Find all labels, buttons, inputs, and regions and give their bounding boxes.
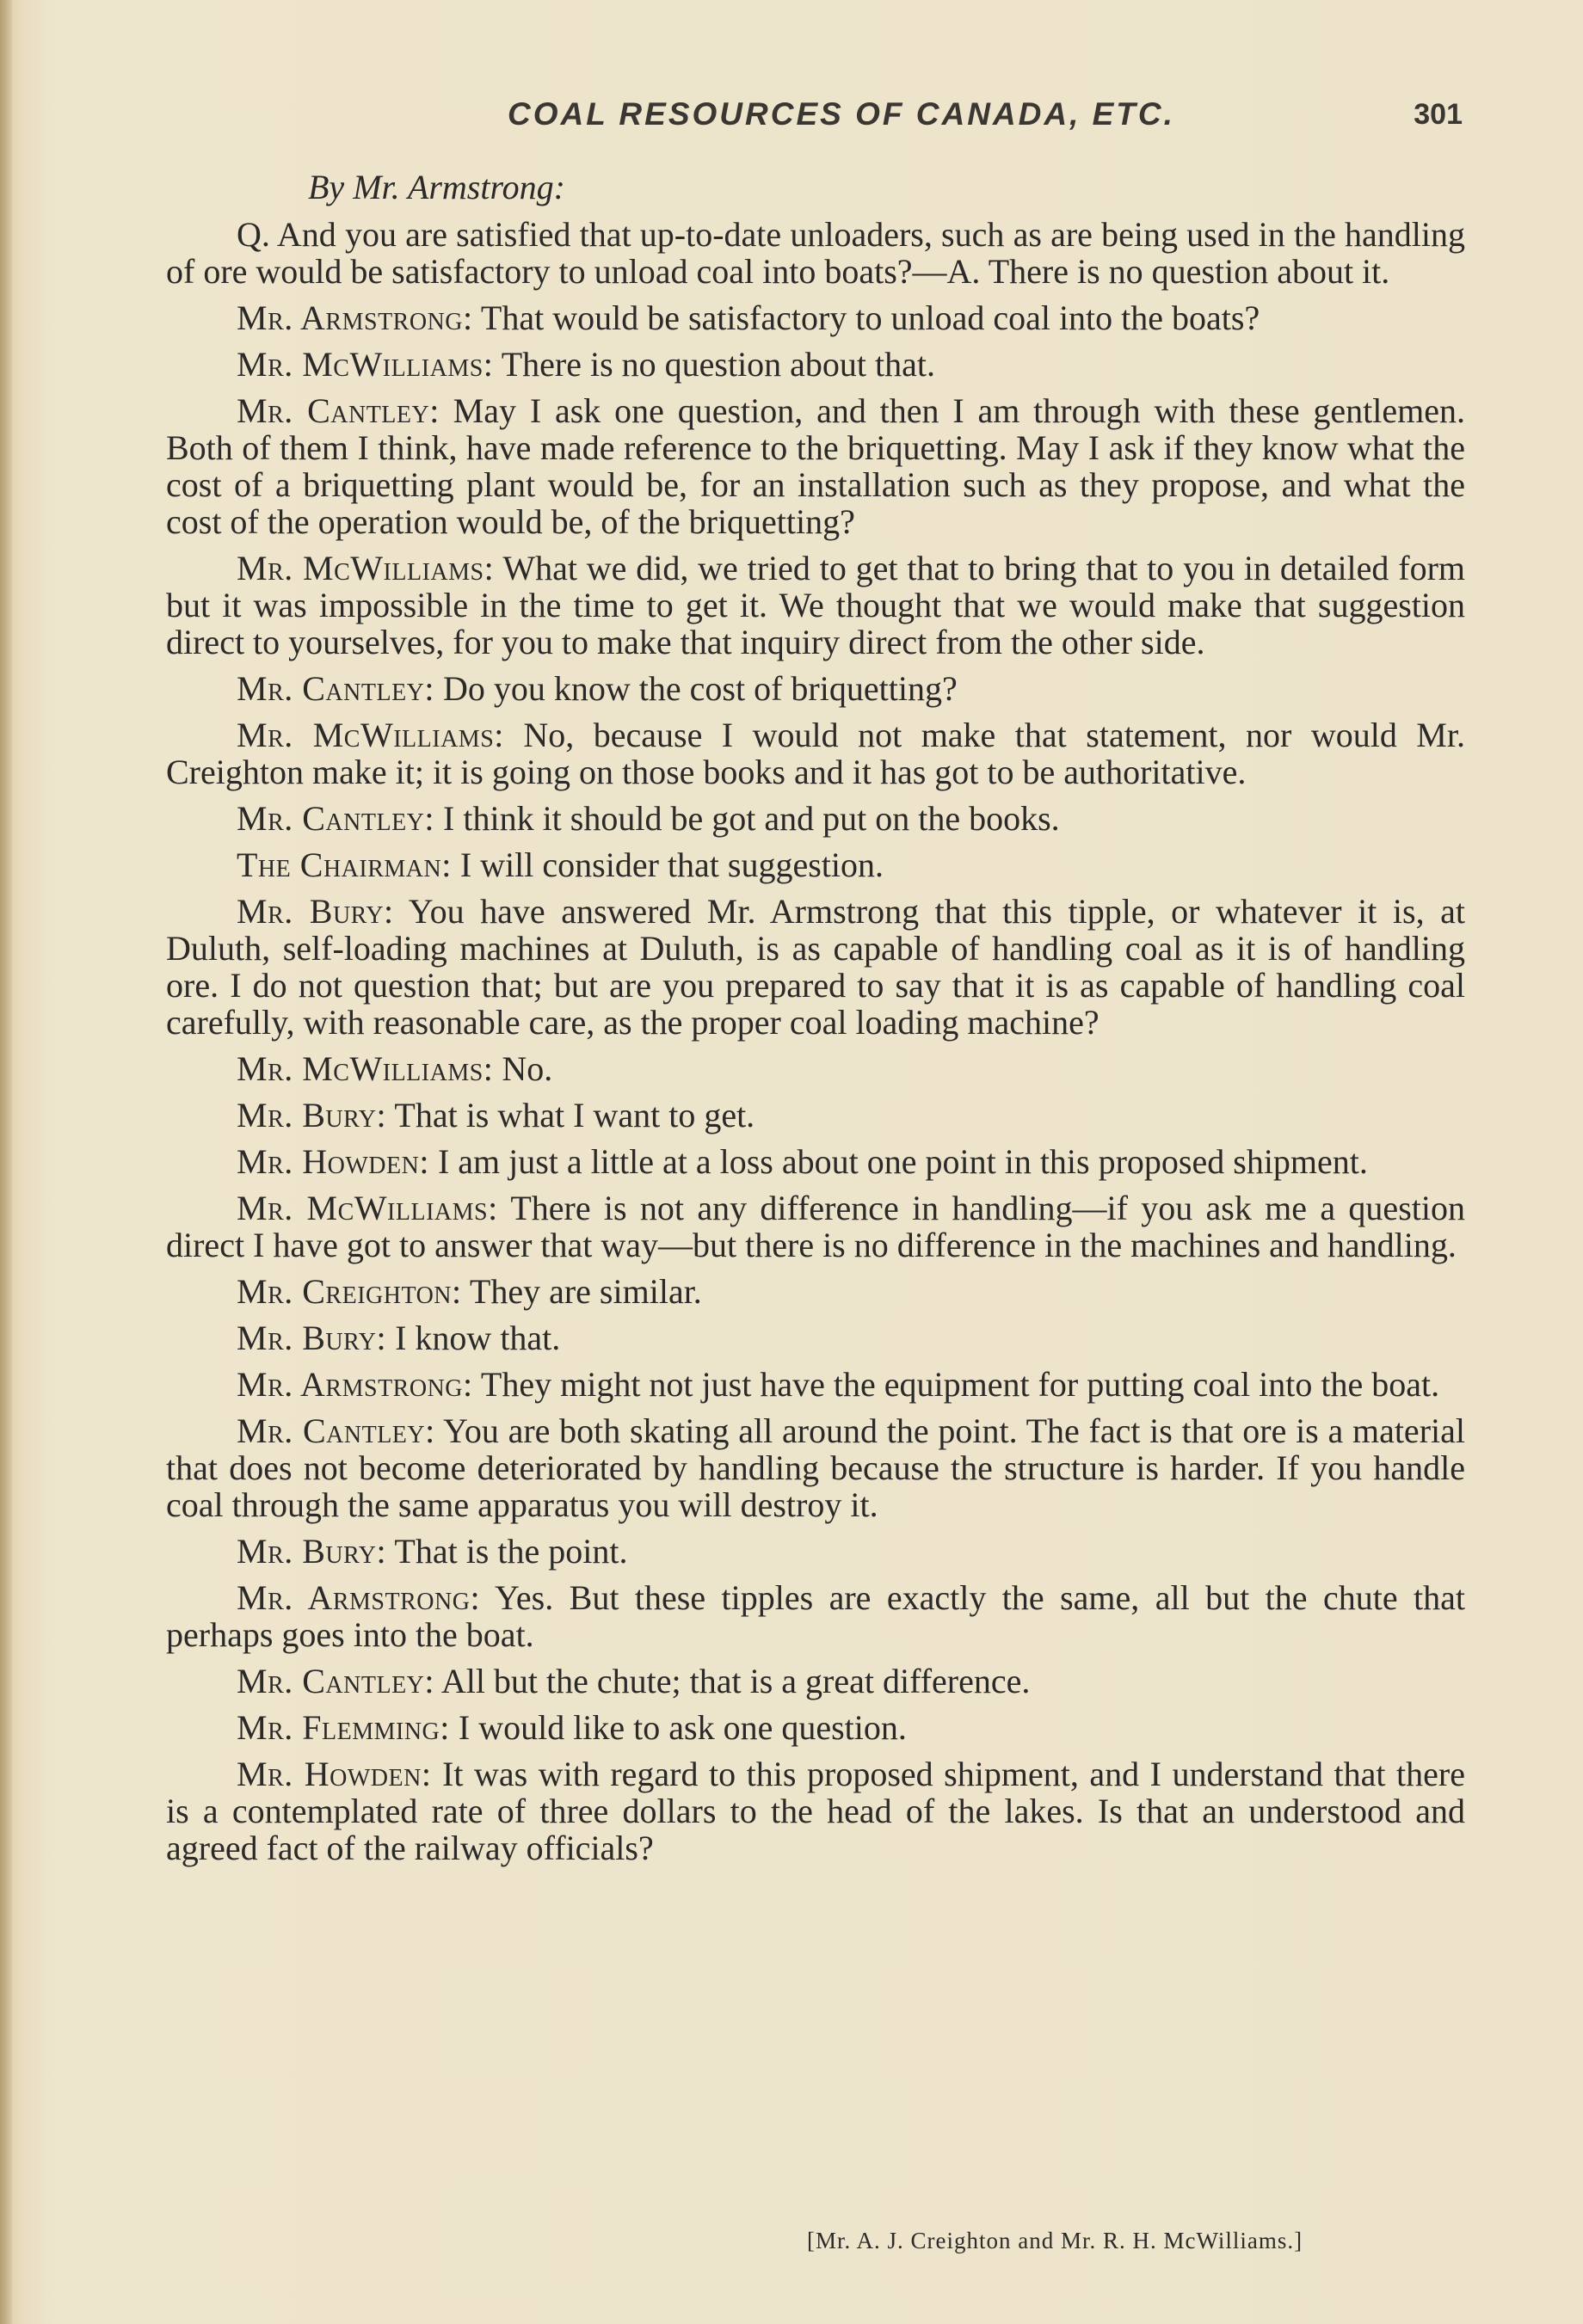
speaker-name: Mr. McWilliams: (237, 549, 495, 587)
paragraph-text: You are both skating all around the point. The fact is that ore is a material that does not become deteriorated by handling because the structure is harder. If you handle coal through the same apparatus you will destroy it. (166, 1411, 1465, 1524)
paragraph-text: I will consider that suggestion. (459, 845, 884, 884)
footer-note: [Mr. A. J. Creighton and Mr. R. H. McWilliams.] (807, 2228, 1303, 2253)
paragraph-text: I know that. (395, 1319, 561, 1357)
speaker-name: Mr. McWilliams: (237, 345, 494, 384)
speaker-name: Mr. Flemming: (237, 1708, 450, 1747)
speaker-name: The Chairman: (237, 845, 452, 884)
paragraph (166, 299, 1465, 336)
paragraph (166, 1663, 1465, 1700)
paragraph-text: That would be satisfactory to unload coal into the boats? (480, 298, 1260, 337)
speaker-name: Mr. Bury: (237, 1096, 387, 1134)
paragraph-text: I think it should be got and put on the books. (443, 799, 1060, 838)
paragraph (166, 1319, 1465, 1356)
paragraph (166, 1097, 1465, 1134)
paragraph (166, 1273, 1465, 1310)
paragraph-text: Yes. But these tipples are exactly the same, all but the chute that perhaps goes into the boat. (166, 1578, 1466, 1654)
paragraph-question (166, 216, 1465, 290)
paragraph-text: There is no question about that. (501, 345, 936, 384)
paragraph (166, 1143, 1465, 1180)
speaker-name: Mr. Cantley: (237, 669, 435, 708)
speaker-name: Mr. Armstrong: (237, 1578, 481, 1617)
speaker-name: Mr. Cantley: (237, 1662, 435, 1700)
paragraph-text: There is not any difference in handling—if you ask me a question direct I have got to answer that way—but there is no difference in the machines and handling. (166, 1189, 1465, 1264)
paragraph (166, 1366, 1465, 1403)
paragraph-text: All but the chute; that is a great difference. (440, 1662, 1031, 1700)
speaker-name: Mr. Cantley: (237, 799, 435, 838)
page-header (163, 96, 1471, 148)
paragraph (166, 1533, 1465, 1570)
paragraph-text: May I ask one question, and then I am through with these gentlemen. Both of them I think, have made reference to the briquetting. May I ask if they know what the cost of a briquetting plant would be, for an installation such as they propose, and what the cost of the operation would be, of the briquetting? (166, 391, 1466, 541)
speaker-name: Mr. McWilliams: (237, 1049, 494, 1088)
paragraph (166, 346, 1465, 383)
paragraph (166, 1579, 1465, 1653)
paragraph-text: Do you know the cost of briquetting? (443, 669, 958, 708)
paragraph-text: I am just a little at a loss about one point in this proposed shipment. (437, 1142, 1368, 1181)
page-body (166, 169, 1465, 1876)
paragraph (166, 846, 1465, 883)
speaker-name: Mr. Howden: (237, 1755, 432, 1793)
paragraph-text: You have answered Mr. Armstrong that this tipple, or whatever it is, at Duluth, self-loading machines at Duluth, is as capable of handling coal as it is of handling ore. I do not question that; but are you prepared to say that it is as capable of handling coal carefully, with reasonable care, as the proper coal loading machine? (166, 892, 1466, 1042)
paragraph (166, 1412, 1465, 1523)
paragraph (166, 800, 1465, 837)
speaker-name: Mr. Bury: (237, 1319, 387, 1357)
binding-edge (0, 0, 12, 2324)
paragraph-text: That is what I want to get. (394, 1096, 755, 1134)
paragraph-text: What we did, we tried to get that to bring that to you in detailed form but it was impossible in the time to get it. We thought that we would make that suggestion direct to yourselves, for you to make that inquiry direct from the other side. (166, 549, 1465, 661)
paragraph-text: They might not just have the equipment for putting coal into the boat. (480, 1365, 1440, 1404)
paragraph-text: I would like to ask one question. (458, 1708, 907, 1747)
paragraph (166, 1190, 1465, 1263)
paragraph-text: No. (502, 1049, 553, 1088)
paragraph (166, 550, 1465, 661)
speaker-name: Mr. Cantley: (237, 1411, 435, 1450)
speaker-name: Mr. Armstrong: (237, 1365, 473, 1404)
paragraph (166, 1709, 1465, 1746)
paragraph (166, 670, 1465, 707)
speaker-name: Mr. Bury: (237, 892, 394, 931)
speaker-name: Mr. McWilliams: (237, 716, 504, 754)
paragraph (166, 893, 1465, 1041)
paragraph-text: That is the point. (394, 1532, 628, 1571)
paragraph-text: It was with regard to this proposed shipment, and I understand that there is a contemplated rate of three dollars to the head of the lakes. Is that an understood and agreed fact of the railway officials? (166, 1755, 1465, 1867)
paragraph-text: Q. And you are satisfied that up-to-date unloaders, such as are being used in the handling of ore would be satisfactory to unload coal into boats?—A. There is no question about it. (166, 215, 1465, 291)
byline: By Mr. Armstrong: (308, 168, 565, 206)
running-title: COAL RESOURCES OF CANADA, ETC. (508, 96, 1175, 132)
paragraph-text: They are similar. (469, 1272, 702, 1311)
paragraph (166, 1050, 1465, 1087)
speaker-name: Mr. Armstrong: (237, 298, 473, 337)
paragraph (166, 716, 1465, 790)
speaker-name: Mr. Bury: (237, 1532, 387, 1571)
paragraph-text: No, because I would not make that statement, nor would Mr. Creighton make it; it is going on those books and it has got to be authoritative. (166, 716, 1465, 791)
speaker-name: Mr. McWilliams: (237, 1189, 498, 1227)
speaker-name: Mr. Cantley: (237, 391, 440, 430)
paragraph (166, 1755, 1465, 1866)
paragraph (166, 392, 1465, 540)
speaker-name: Mr. Howden: (237, 1142, 429, 1181)
speaker-name: Mr. Creighton: (237, 1272, 462, 1311)
page-number: 301 (1414, 98, 1463, 131)
